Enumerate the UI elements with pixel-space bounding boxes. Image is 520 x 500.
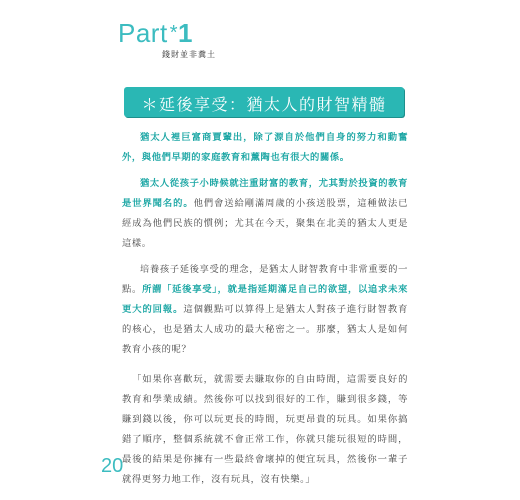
paragraph-3	[122, 260, 408, 360]
section-banner	[124, 87, 404, 117]
paragraph-3-text-b: 這個觀點可以算得上是猶太人對孩子進行財智教育的核心，也是猶太人成功的最大秘密之一。那麼，猶太人是如何教育小孩的呢？	[122, 304, 408, 355]
paragraph-2	[122, 174, 408, 254]
part-label: Part	[118, 18, 168, 48]
body-text	[122, 120, 408, 490]
part-header	[118, 18, 216, 59]
part-number: 1	[177, 18, 193, 48]
part-subtitle: 錢財並非糞土	[162, 50, 216, 59]
paragraph-1: 猶太人裡巨富商賈輩出，除了源自於他們自身的努力和動奮外，與他們早期的家庭教育和薰陶也有很大的關係。	[122, 132, 408, 163]
paragraph-2-highlight: 猶太人從孩子小時候就注重財富的教育，尤其對於投資的教育是世界聞名的。	[122, 178, 408, 209]
quote-paragraph: 「如果你喜歡玩，就需要去賺取你的自由時間，這需要良好的教育和學業成績。然後你可以找到很好的工作，賺到很多錢，等賺到錢以後，你可以玩更長的時間，玩更昂貴的玩具。如果你搞錯了順序，整個系統就不會正常工作，你就只能玩很短的時間，最後的結果是你擁有一些最終會壞掉的便宜玩具，然後你一輩子就得更努力地工作，沒有玩具，沒有快樂。」	[122, 374, 408, 485]
paragraph-2-text: 他們會送給剛滿周歲的小孩送股票，這種做法已經成為他們民族的慣例；尤其在今天，聚集在北美的猶太人更是這樣。	[122, 198, 409, 249]
paragraph-3-text-a: 培養孩子延後享受的理念，是猶太人財智教育中非常重要的一點。	[122, 264, 408, 295]
section-title: ＊延後享受：猶太人的財智精髓	[141, 95, 387, 114]
page-number: 20	[101, 455, 124, 477]
part-title	[118, 18, 193, 48]
part-star: *	[169, 22, 178, 44]
paragraph-3-highlight: 所謂「延後享受」，就是指延期滿足自己的欲望，以追求未來更大的回報。	[122, 284, 408, 315]
